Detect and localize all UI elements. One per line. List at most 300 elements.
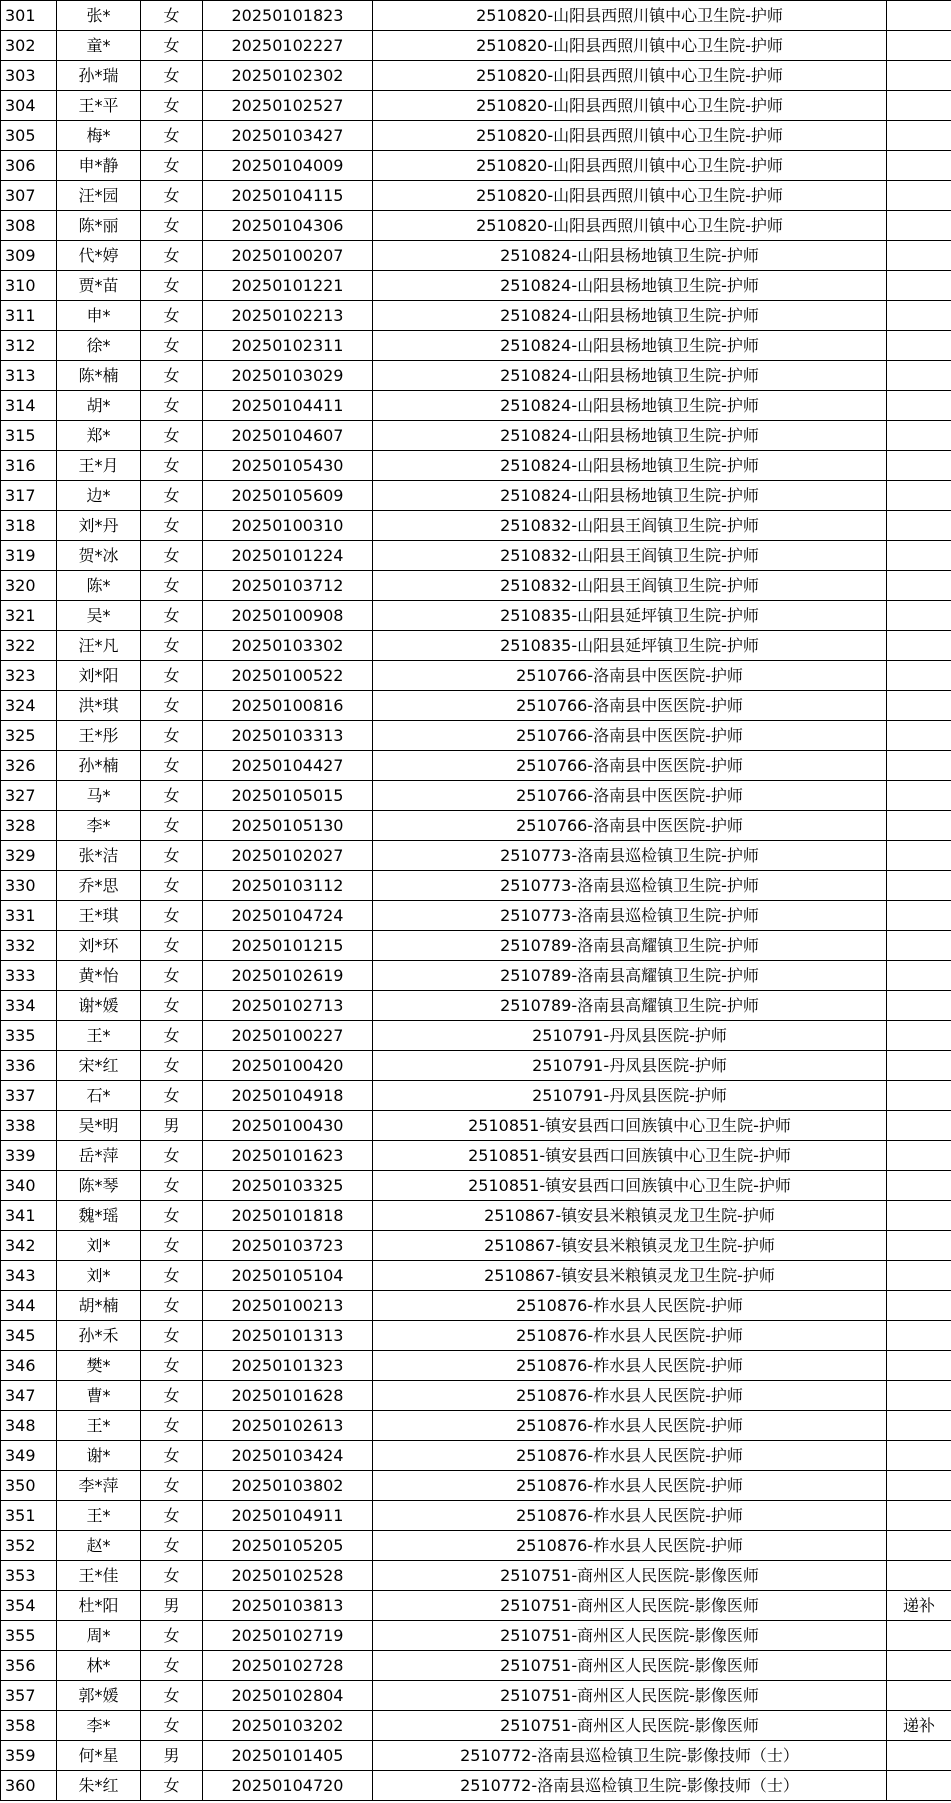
name-cell: 李*: [57, 811, 141, 841]
table-row: [1, 721, 951, 751]
name-cell: 何*星: [57, 1741, 141, 1771]
position-cell: 2510867-镇安县米粮镇灵龙卫生院-护师: [373, 1261, 887, 1291]
gender-cell: 女: [141, 1471, 203, 1501]
serial-number-cell: 304: [1, 91, 57, 121]
gender-cell: 女: [141, 91, 203, 121]
remark-cell: [887, 241, 951, 271]
name-cell: 胡*楠: [57, 1291, 141, 1321]
serial-number-cell: 302: [1, 31, 57, 61]
name-cell: 刘*丹: [57, 511, 141, 541]
exam-id-cell: 20250104607: [203, 421, 373, 451]
name-cell: 马*: [57, 781, 141, 811]
name-cell: 申*静: [57, 151, 141, 181]
gender-cell: 男: [141, 1111, 203, 1141]
position-cell: 2510876-柞水县人民医院-护师: [373, 1501, 887, 1531]
remark-cell: [887, 721, 951, 751]
remark-cell: [887, 1471, 951, 1501]
serial-number-cell: 330: [1, 871, 57, 901]
name-cell: 王*佳: [57, 1561, 141, 1591]
exam-id-cell: 20250102804: [203, 1681, 373, 1711]
exam-id-cell: 20250103424: [203, 1441, 373, 1471]
exam-id-cell: 20250102528: [203, 1561, 373, 1591]
gender-cell: 女: [141, 901, 203, 931]
remark-cell: [887, 331, 951, 361]
position-cell: 2510789-洛南县高耀镇卫生院-护师: [373, 991, 887, 1021]
exam-id-cell: 20250101405: [203, 1741, 373, 1771]
serial-number-cell: 355: [1, 1621, 57, 1651]
position-cell: 2510867-镇安县米粮镇灵龙卫生院-护师: [373, 1231, 887, 1261]
gender-cell: 女: [141, 181, 203, 211]
name-cell: 徐*: [57, 331, 141, 361]
serial-number-cell: 336: [1, 1051, 57, 1081]
serial-number-cell: 318: [1, 511, 57, 541]
table-row: [1, 1081, 951, 1111]
exam-id-cell: 20250101628: [203, 1381, 373, 1411]
remark-cell: [887, 1051, 951, 1081]
gender-cell: 女: [141, 1, 203, 31]
serial-number-cell: 360: [1, 1771, 57, 1801]
position-cell: 2510766-洛南县中医医院-护师: [373, 751, 887, 781]
gender-cell: 女: [141, 841, 203, 871]
name-cell: 刘*环: [57, 931, 141, 961]
remark-cell: [887, 751, 951, 781]
remark-cell: [887, 661, 951, 691]
remark-cell: [887, 181, 951, 211]
table-row: [1, 841, 951, 871]
serial-number-cell: 356: [1, 1651, 57, 1681]
gender-cell: 女: [141, 571, 203, 601]
gender-cell: 女: [141, 871, 203, 901]
position-cell: 2510851-镇安县西口回族镇中心卫生院-护师: [373, 1111, 887, 1141]
table-row: [1, 811, 951, 841]
table-row: [1, 1591, 951, 1621]
serial-number-cell: 314: [1, 391, 57, 421]
gender-cell: 女: [141, 1771, 203, 1801]
serial-number-cell: 332: [1, 931, 57, 961]
table-row: [1, 91, 951, 121]
exam-id-cell: 20250103712: [203, 571, 373, 601]
remark-cell: [887, 811, 951, 841]
gender-cell: 女: [141, 301, 203, 331]
serial-number-cell: 339: [1, 1141, 57, 1171]
position-cell: 2510773-洛南县巡检镇卫生院-护师: [373, 901, 887, 931]
remark-cell: [887, 961, 951, 991]
name-cell: 陈*: [57, 571, 141, 601]
position-cell: 2510791-丹凤县医院-护师: [373, 1081, 887, 1111]
position-cell: 2510766-洛南县中医医院-护师: [373, 781, 887, 811]
table-row: [1, 1231, 951, 1261]
remark-cell: [887, 511, 951, 541]
gender-cell: 女: [141, 1231, 203, 1261]
exam-id-cell: 20250103813: [203, 1591, 373, 1621]
exam-id-cell: 20250102027: [203, 841, 373, 871]
name-cell: 陈*琴: [57, 1171, 141, 1201]
exam-id-cell: 20250100420: [203, 1051, 373, 1081]
name-cell: 申*: [57, 301, 141, 331]
gender-cell: 女: [141, 1711, 203, 1741]
remark-cell: [887, 1111, 951, 1141]
position-cell: 2510824-山阳县杨地镇卫生院-护师: [373, 391, 887, 421]
remark-cell: [887, 271, 951, 301]
table-row: [1, 1411, 951, 1441]
name-cell: 王*: [57, 1411, 141, 1441]
name-cell: 陈*楠: [57, 361, 141, 391]
table-row: [1, 421, 951, 451]
position-cell: 2510824-山阳县杨地镇卫生院-护师: [373, 451, 887, 481]
serial-number-cell: 329: [1, 841, 57, 871]
exam-id-cell: 20250102619: [203, 961, 373, 991]
serial-number-cell: 309: [1, 241, 57, 271]
remark-cell: [887, 1561, 951, 1591]
position-cell: 2510876-柞水县人民医院-护师: [373, 1291, 887, 1321]
table-row: [1, 361, 951, 391]
position-cell: 2510876-柞水县人民医院-护师: [373, 1411, 887, 1441]
serial-number-cell: 359: [1, 1741, 57, 1771]
gender-cell: 女: [141, 1681, 203, 1711]
name-cell: 乔*思: [57, 871, 141, 901]
gender-cell: 男: [141, 1741, 203, 1771]
serial-number-cell: 351: [1, 1501, 57, 1531]
gender-cell: 女: [141, 481, 203, 511]
table-row: [1, 961, 951, 991]
position-cell: 2510876-柞水县人民医院-护师: [373, 1381, 887, 1411]
table-row: [1, 1441, 951, 1471]
name-cell: 梅*: [57, 121, 141, 151]
name-cell: 杜*阳: [57, 1591, 141, 1621]
table-row: [1, 1141, 951, 1171]
name-cell: 谢*媛: [57, 991, 141, 1021]
exam-id-cell: 20250104724: [203, 901, 373, 931]
gender-cell: 女: [141, 721, 203, 751]
name-cell: 张*: [57, 1, 141, 31]
name-cell: 王*: [57, 1021, 141, 1051]
exam-id-cell: 20250101224: [203, 541, 373, 571]
position-cell: 2510824-山阳县杨地镇卫生院-护师: [373, 241, 887, 271]
position-cell: 2510824-山阳县杨地镇卫生院-护师: [373, 361, 887, 391]
gender-cell: 女: [141, 211, 203, 241]
table-row: [1, 211, 951, 241]
position-cell: 2510832-山阳县王阎镇卫生院-护师: [373, 541, 887, 571]
table-row: [1, 241, 951, 271]
remark-cell: [887, 31, 951, 61]
table-row: [1, 151, 951, 181]
exam-id-cell: 20250103112: [203, 871, 373, 901]
remark-cell: [887, 1621, 951, 1651]
table-row: [1, 931, 951, 961]
name-cell: 洪*琪: [57, 691, 141, 721]
serial-number-cell: 310: [1, 271, 57, 301]
exam-id-cell: 20250102713: [203, 991, 373, 1021]
exam-id-cell: 20250105609: [203, 481, 373, 511]
remark-cell: [887, 1351, 951, 1381]
serial-number-cell: 319: [1, 541, 57, 571]
exam-id-cell: 20250103802: [203, 1471, 373, 1501]
name-cell: 王*平: [57, 91, 141, 121]
remark-cell: [887, 781, 951, 811]
exam-id-cell: 20250103029: [203, 361, 373, 391]
table-row: [1, 901, 951, 931]
gender-cell: 女: [141, 391, 203, 421]
remark-cell: [887, 1201, 951, 1231]
remark-cell: [887, 1381, 951, 1411]
remark-cell: [887, 571, 951, 601]
gender-cell: 女: [141, 1201, 203, 1231]
serial-number-cell: 313: [1, 361, 57, 391]
table-row: [1, 1261, 951, 1291]
position-cell: 2510876-柞水县人民医院-护师: [373, 1351, 887, 1381]
remark-cell: [887, 871, 951, 901]
name-cell: 石*: [57, 1081, 141, 1111]
position-cell: 2510789-洛南县高耀镇卫生院-护师: [373, 961, 887, 991]
position-cell: 2510824-山阳县杨地镇卫生院-护师: [373, 301, 887, 331]
position-cell: 2510791-丹凤县医院-护师: [373, 1051, 887, 1081]
position-cell: 2510751-商州区人民医院-影像医师: [373, 1621, 887, 1651]
name-cell: 贺*冰: [57, 541, 141, 571]
remark-cell: [887, 301, 951, 331]
remark-cell: [887, 451, 951, 481]
remark-cell: [887, 1681, 951, 1711]
remark-cell: [887, 211, 951, 241]
position-cell: 2510835-山阳县延坪镇卫生院-护师: [373, 631, 887, 661]
name-cell: 刘*阳: [57, 661, 141, 691]
exam-id-cell: 20250100816: [203, 691, 373, 721]
gender-cell: 女: [141, 121, 203, 151]
serial-number-cell: 337: [1, 1081, 57, 1111]
table-row: [1, 661, 951, 691]
table-row: [1, 451, 951, 481]
name-cell: 孙*禾: [57, 1321, 141, 1351]
remark-cell: [887, 901, 951, 931]
position-cell: 2510824-山阳县杨地镇卫生院-护师: [373, 421, 887, 451]
table-row: [1, 1021, 951, 1051]
gender-cell: 女: [141, 1351, 203, 1381]
position-cell: 2510876-柞水县人民医院-护师: [373, 1531, 887, 1561]
gender-cell: 男: [141, 1591, 203, 1621]
remark-cell: [887, 1441, 951, 1471]
name-cell: 吴*: [57, 601, 141, 631]
exam-id-cell: 20250105104: [203, 1261, 373, 1291]
gender-cell: 女: [141, 691, 203, 721]
remark-cell: [887, 1651, 951, 1681]
remark-cell: [887, 1171, 951, 1201]
exam-id-cell: 20250101215: [203, 931, 373, 961]
gender-cell: 女: [141, 661, 203, 691]
exam-id-cell: 20250104911: [203, 1501, 373, 1531]
serial-number-cell: 357: [1, 1681, 57, 1711]
exam-id-cell: 20250100207: [203, 241, 373, 271]
remark-cell: [887, 1141, 951, 1171]
exam-id-cell: 20250101823: [203, 1, 373, 31]
remark-cell: [887, 1261, 951, 1291]
remark-cell: [887, 541, 951, 571]
exam-id-cell: 20250103427: [203, 121, 373, 151]
position-cell: 2510751-商州区人民医院-影像医师: [373, 1561, 887, 1591]
name-cell: 刘*: [57, 1261, 141, 1291]
serial-number-cell: 335: [1, 1021, 57, 1051]
serial-number-cell: 334: [1, 991, 57, 1021]
remark-cell: [887, 991, 951, 1021]
table-row: [1, 1321, 951, 1351]
position-cell: 2510820-山阳县西照川镇中心卫生院-护师: [373, 151, 887, 181]
gender-cell: 女: [141, 241, 203, 271]
position-cell: 2510773-洛南县巡检镇卫生院-护师: [373, 841, 887, 871]
table-row: [1, 1651, 951, 1681]
gender-cell: 女: [141, 991, 203, 1021]
table-row: [1, 1501, 951, 1531]
table-row: [1, 61, 951, 91]
remark-cell: [887, 151, 951, 181]
serial-number-cell: 307: [1, 181, 57, 211]
position-cell: 2510876-柞水县人民医院-护师: [373, 1441, 887, 1471]
exam-id-cell: 20250102527: [203, 91, 373, 121]
exam-id-cell: 20250105205: [203, 1531, 373, 1561]
serial-number-cell: 345: [1, 1321, 57, 1351]
name-cell: 张*洁: [57, 841, 141, 871]
gender-cell: 女: [141, 1321, 203, 1351]
remark-cell: [887, 1501, 951, 1531]
position-cell: 2510766-洛南县中医医院-护师: [373, 661, 887, 691]
gender-cell: 女: [141, 1441, 203, 1471]
gender-cell: 女: [141, 151, 203, 181]
exam-id-cell: 20250101323: [203, 1351, 373, 1381]
exam-id-cell: 20250100310: [203, 511, 373, 541]
serial-number-cell: 301: [1, 1, 57, 31]
table-row: [1, 1741, 951, 1771]
gender-cell: 女: [141, 451, 203, 481]
position-cell: 2510772-洛南县巡检镇卫生院-影像技师（士）: [373, 1741, 887, 1771]
gender-cell: 女: [141, 541, 203, 571]
name-cell: 樊*: [57, 1351, 141, 1381]
name-cell: 边*: [57, 481, 141, 511]
name-cell: 王*彤: [57, 721, 141, 751]
name-cell: 林*: [57, 1651, 141, 1681]
table-row: [1, 301, 951, 331]
table-row: [1, 511, 951, 541]
position-cell: 2510876-柞水县人民医院-护师: [373, 1321, 887, 1351]
gender-cell: 女: [141, 361, 203, 391]
position-cell: 2510835-山阳县延坪镇卫生院-护师: [373, 601, 887, 631]
exam-id-cell: 20250102213: [203, 301, 373, 331]
name-cell: 岳*萍: [57, 1141, 141, 1171]
table-row: [1, 1531, 951, 1561]
serial-number-cell: 347: [1, 1381, 57, 1411]
gender-cell: 女: [141, 1171, 203, 1201]
name-cell: 汪*园: [57, 181, 141, 211]
position-cell: 2510832-山阳县王阎镇卫生院-护师: [373, 511, 887, 541]
serial-number-cell: 327: [1, 781, 57, 811]
position-cell: 2510773-洛南县巡检镇卫生院-护师: [373, 871, 887, 901]
remark-cell: [887, 1, 951, 31]
remark-cell: [887, 1081, 951, 1111]
exam-id-cell: 20250104115: [203, 181, 373, 211]
table-row: [1, 601, 951, 631]
table-row: [1, 271, 951, 301]
table-row: [1, 1291, 951, 1321]
position-cell: 2510824-山阳县杨地镇卫生院-护师: [373, 331, 887, 361]
position-cell: 2510789-洛南县高耀镇卫生院-护师: [373, 931, 887, 961]
exam-id-cell: 20250102613: [203, 1411, 373, 1441]
position-cell: 2510824-山阳县杨地镇卫生院-护师: [373, 481, 887, 511]
gender-cell: 女: [141, 61, 203, 91]
remark-cell: 递补: [887, 1591, 951, 1621]
position-cell: 2510820-山阳县西照川镇中心卫生院-护师: [373, 91, 887, 121]
position-cell: 2510832-山阳县王阎镇卫生院-护师: [373, 571, 887, 601]
serial-number-cell: 325: [1, 721, 57, 751]
gender-cell: 女: [141, 601, 203, 631]
exam-id-cell: 20250105430: [203, 451, 373, 481]
name-cell: 汪*凡: [57, 631, 141, 661]
exam-id-cell: 20250104306: [203, 211, 373, 241]
serial-number-cell: 358: [1, 1711, 57, 1741]
table-row: [1, 121, 951, 151]
exam-id-cell: 20250103723: [203, 1231, 373, 1261]
serial-number-cell: 344: [1, 1291, 57, 1321]
position-cell: 2510820-山阳县西照川镇中心卫生院-护师: [373, 121, 887, 151]
name-cell: 王*琪: [57, 901, 141, 931]
name-cell: 孙*瑞: [57, 61, 141, 91]
table-row: [1, 1171, 951, 1201]
table-row: [1, 1351, 951, 1381]
exam-id-cell: 20250102728: [203, 1651, 373, 1681]
name-cell: 周*: [57, 1621, 141, 1651]
table-row: [1, 1471, 951, 1501]
gender-cell: 女: [141, 1021, 203, 1051]
remark-cell: [887, 1321, 951, 1351]
remark-cell: [887, 361, 951, 391]
table-row: [1, 1201, 951, 1231]
table-row: [1, 1771, 951, 1801]
exam-id-cell: 20250104427: [203, 751, 373, 781]
table-row: [1, 31, 951, 61]
position-cell: 2510820-山阳县西照川镇中心卫生院-护师: [373, 31, 887, 61]
remark-cell: [887, 91, 951, 121]
gender-cell: 女: [141, 511, 203, 541]
position-cell: 2510820-山阳县西照川镇中心卫生院-护师: [373, 61, 887, 91]
gender-cell: 女: [141, 1501, 203, 1531]
remark-cell: [887, 391, 951, 421]
exam-id-cell: 20250102227: [203, 31, 373, 61]
exam-id-cell: 20250100430: [203, 1111, 373, 1141]
exam-id-cell: 20250101818: [203, 1201, 373, 1231]
serial-number-cell: 350: [1, 1471, 57, 1501]
remark-cell: [887, 121, 951, 151]
table-body: [1, 1, 951, 1801]
table-row: [1, 871, 951, 901]
serial-number-cell: 331: [1, 901, 57, 931]
name-cell: 胡*: [57, 391, 141, 421]
serial-number-cell: 306: [1, 151, 57, 181]
gender-cell: 女: [141, 1531, 203, 1561]
position-cell: 2510876-柞水县人民医院-护师: [373, 1471, 887, 1501]
exam-id-cell: 20250104411: [203, 391, 373, 421]
table-row: [1, 181, 951, 211]
gender-cell: 女: [141, 751, 203, 781]
serial-number-cell: 320: [1, 571, 57, 601]
gender-cell: 女: [141, 331, 203, 361]
name-cell: 宋*红: [57, 1051, 141, 1081]
exam-id-cell: 20250103313: [203, 721, 373, 751]
table-row: [1, 1711, 951, 1741]
table-row: [1, 691, 951, 721]
gender-cell: 女: [141, 1381, 203, 1411]
serial-number-cell: 352: [1, 1531, 57, 1561]
remark-cell: [887, 421, 951, 451]
remark-cell: [887, 1531, 951, 1561]
name-cell: 魏*瑶: [57, 1201, 141, 1231]
exam-id-cell: 20250103325: [203, 1171, 373, 1201]
table-row: [1, 1381, 951, 1411]
name-cell: 刘*: [57, 1231, 141, 1261]
